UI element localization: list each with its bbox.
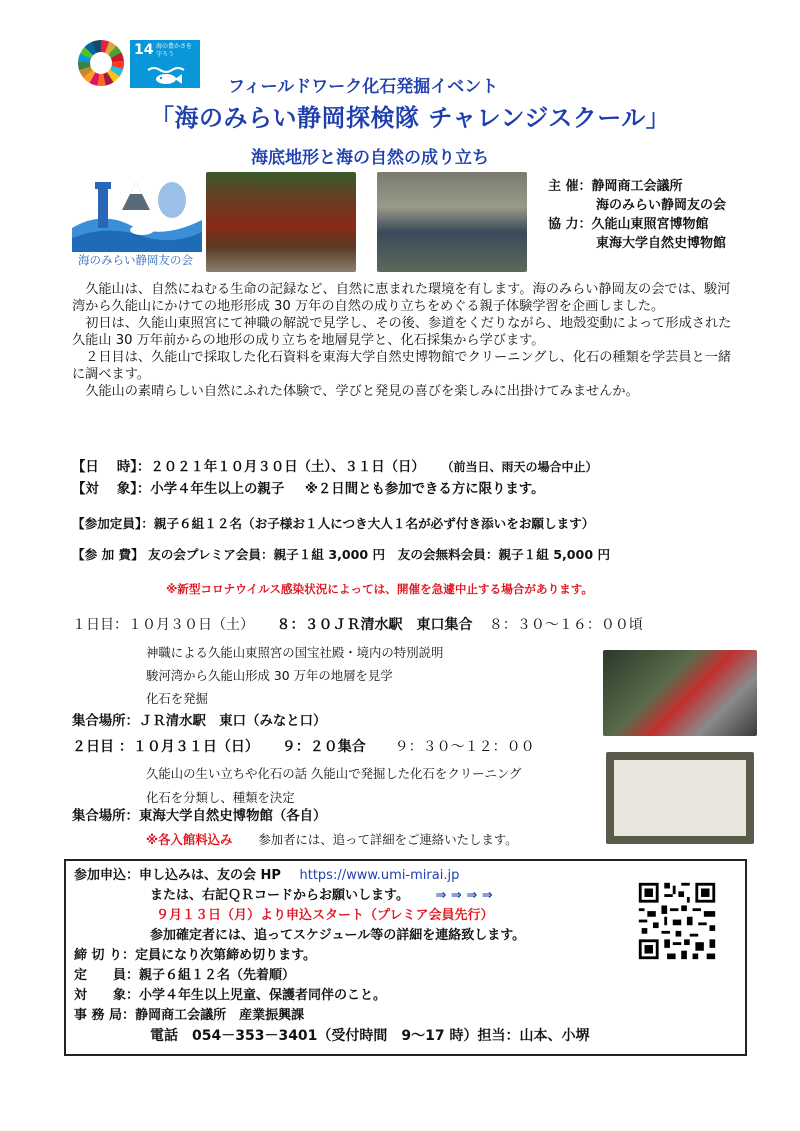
day1-date: １０月３０日（土） <box>128 617 254 633</box>
target-value: 小学４年生以上の親子 <box>150 482 285 497</box>
apply-label: 参加申込： <box>74 868 140 883</box>
date-row <box>72 458 598 477</box>
host-label: 主 催： <box>548 179 592 194</box>
intro-p3: ２日目は、久能山で採取した化石資料を東海大学自然史博物館でクリーニングし、化石の種類を学芸員と一緒に調べます。 <box>72 350 732 382</box>
host-2: 海のみらい静岡友の会 <box>596 198 727 213</box>
fee-value: 友の会プレミア会員：親子１組 3,000 円 友の会無料会員：親子１組 5,000 円 <box>148 547 611 562</box>
apply-url-link[interactable]: https://www.umi-mirai.jp <box>299 868 460 883</box>
day1-place-label: 集合場所： <box>72 714 139 729</box>
apply-start: ９月１３日（月）より申込スタート（プレミア会員先行） <box>156 908 494 923</box>
office-phone: 電話 054－353－3401（受付時間 9～17 時）担当：山本、小堺 <box>150 1028 590 1044</box>
deadline-value: 定員になり次第締め切ります。 <box>135 948 317 963</box>
fossil-tray <box>614 760 746 836</box>
organizers <box>548 177 726 253</box>
office-value: 静岡商工会議所 産業振興課 <box>135 1008 305 1023</box>
date-label: 【日 時】： <box>72 460 151 475</box>
coop-1: 久能山東照宮博物館 <box>591 217 709 232</box>
host-1: 静岡商工会議所 <box>591 179 683 194</box>
day1-place: ＪＲ清水駅 東口（みなと口） <box>138 714 327 729</box>
page-subtitle: 海底地形と海の自然の成り立ち <box>251 148 489 168</box>
date-value: ２０２１年１０月３０日（土）、３１日（日） <box>150 460 425 475</box>
apply-arrows: ⇒ ⇒ ⇒ ⇒ <box>435 888 493 903</box>
date-note: （前当日、雨天の場合中止） <box>441 460 598 474</box>
coop-2: 東海大学自然史博物館 <box>596 236 727 251</box>
intro-p4: 久能山の素晴らしい自然にふれた体験で、学びと発見の喜びを楽しみに出掛けてみませんか。 <box>85 384 639 399</box>
day2-contact-note: 参加者には、追って詳細をご連絡いたします。 <box>258 832 518 847</box>
day2-meet: ９：２０集合 <box>281 739 366 755</box>
target-row <box>72 481 544 499</box>
apply-line1: 申し込みは、友の会 HP <box>139 868 281 883</box>
target-label: 【対 象】： <box>72 482 151 497</box>
day1-label: １日目： <box>72 617 128 633</box>
target2-label: 対 象： <box>74 988 140 1003</box>
cap-value: 親子６組１２名（先着順） <box>139 968 296 983</box>
day1-header <box>72 616 643 634</box>
target2-value: 小学４年生以上児童、保護者同伴のこと。 <box>139 988 387 1003</box>
fossil-tray-photo <box>606 752 754 844</box>
day1-item: 化石を発掘 <box>146 691 208 706</box>
dig-photo <box>603 650 757 736</box>
tomo-no-kai-logo <box>72 170 202 270</box>
day2-items <box>146 762 521 810</box>
fee-row <box>72 546 610 564</box>
fish-icon <box>144 62 188 86</box>
page-title: 「海のみらい静岡探検隊 チャレンジスクール」 <box>150 104 671 132</box>
intro-p1: 久能山は、自然にねむる生命の記録など、自然に恵まれた環境を有します。海のみらい静岡友の会では、駿河湾から久能山にかけての地形形成 30 万年の自然の成り立ちをめぐる親子体験学習を企画しました。 <box>72 282 731 314</box>
day1-place-row <box>72 713 326 731</box>
sdg14-badge <box>130 40 200 88</box>
day2-date: １０月３１日（日） <box>132 739 259 755</box>
logo-caption: 海のみらい静岡友の会 <box>78 253 193 267</box>
cap-label: 定 員： <box>74 968 140 983</box>
capacity-value: 親子６組１２名（お子様お１人につき大人１名が必ず付き添いをお願します） <box>153 516 595 531</box>
intro-text <box>72 281 732 400</box>
field-trip-photo <box>377 172 527 272</box>
day1-items <box>146 641 443 710</box>
day2-item: 化石を分類し、種類を決定 <box>146 790 295 805</box>
fee-label: 【参 加 費】 <box>72 547 144 562</box>
day2-place-label: 集合場所： <box>72 809 139 824</box>
logo-illustration <box>72 170 202 252</box>
deadline-label: 締 切 り： <box>74 948 136 963</box>
day1-item: 駿河湾から久能山形成 30 万年の地層を見学 <box>146 668 393 683</box>
day1-time: ８：３０～１６：００頃 <box>488 617 643 633</box>
target-note: ※２日間とも参加できる方に限ります。 <box>304 482 545 497</box>
coop-label: 協 力： <box>548 217 592 232</box>
day2-time: ９：３０～１２：００ <box>394 739 535 755</box>
day1-meet: ８：３０ＪＲ清水駅 東口集合 <box>276 617 473 633</box>
qr-code-icon[interactable] <box>636 880 718 962</box>
apply-confirm: 参加確定者には、追ってスケジュール等の詳細を連絡致します。 <box>150 928 526 943</box>
apply-line2: または、右記ＱＲコードからお願いします。 <box>150 888 409 903</box>
covid-notice: ※新型コロナウイルス感染状況によっては、開催を急遽中止する場合があります。 <box>166 582 594 596</box>
day2-place: 東海大学自然史博物館（各自） <box>138 809 327 824</box>
day2-fee-note: ※各入館料込み <box>146 832 233 847</box>
day1-item: 神職による久能山東照宮の国宝社殿・境内の特別説明 <box>146 645 444 660</box>
capacity-label: 【参加定員】： <box>72 516 154 531</box>
sdg-goal-text-1: 海の豊かさを <box>156 43 193 50</box>
header-kicker: フィールドワーク化石発掘イベント <box>228 77 499 97</box>
day2-place-row <box>72 808 326 826</box>
application-content <box>74 866 590 1046</box>
sdg-goal-text-2: 守ろう <box>156 51 175 58</box>
day2-label: ２日目 ： <box>72 739 133 755</box>
day2-notes <box>146 830 518 848</box>
sdg-goal-number: 14 <box>134 42 154 58</box>
office-label: 事 務 局： <box>74 1008 136 1023</box>
day2-header <box>72 738 535 756</box>
intro-p2: 初日は、久能山東照宮にて神職の解説で見学し、その後、参道をくだりながら、地殻変動によって形成された久能山 30 万年前からの地形の成り立ちを地層見学と、化石採集から学びます。 <box>72 316 732 348</box>
day2-item: 久能山の生い立ちや化石の話 久能山で発掘した化石をクリーニング <box>146 766 522 781</box>
capacity-row <box>72 515 594 533</box>
shrine-photo <box>206 172 356 272</box>
sdg-wheel-icon <box>78 40 124 86</box>
